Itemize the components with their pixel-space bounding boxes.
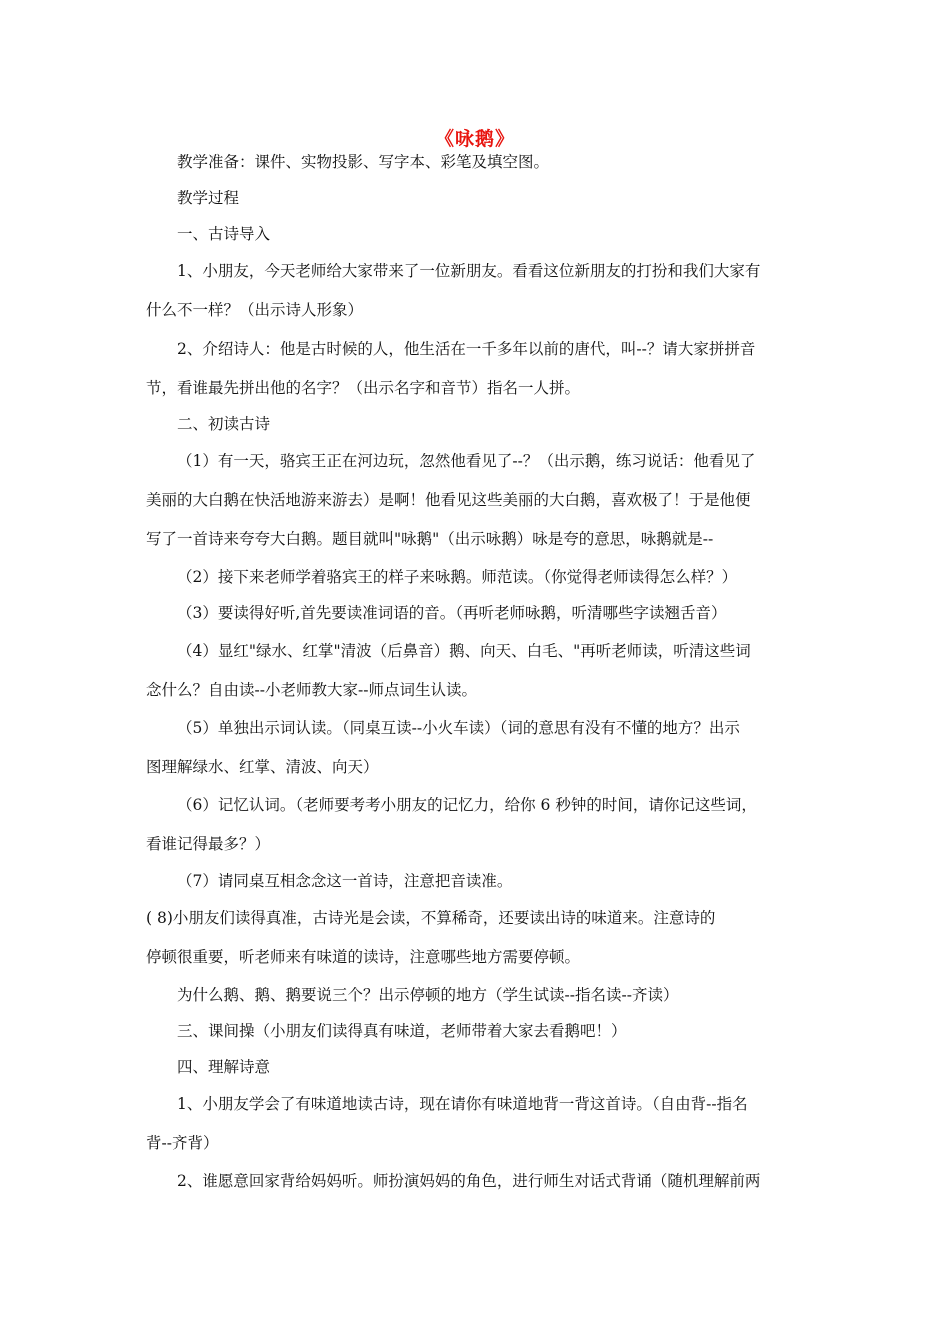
paragraph-line: （3）要读得好听,首先要读准词语的音。（再听老师咏鹅，听清哪些字读翘舌音）	[177, 604, 727, 622]
paragraph-line: 2、谁愿意回家背给妈妈听。师扮演妈妈的角色，进行师生对话式背诵（随机理解前两	[177, 1172, 761, 1190]
paragraph-line: 1、小朋友，今天老师给大家带来了一位新朋友。看看这位新朋友的打扮和我们大家有	[177, 262, 761, 280]
paragraph-line: （6）记忆认词。（老师要考考小朋友的记忆力，给你 6 秒钟的时间，请你记这些词，	[177, 796, 757, 814]
paragraph-line: 四、理解诗意	[177, 1058, 271, 1076]
paragraph-line: （4）显红"绿水、红掌"清波（后鼻音）鹅、向天、白毛、"再听老师读，听清这些词	[177, 642, 751, 660]
paragraph-line: 三、课间操（小朋友们读得真有味道，老师带着大家去看鹅吧！）	[177, 1022, 627, 1040]
document-title: 《咏鹅》	[434, 128, 515, 150]
paragraph-line: 美丽的大白鹅在快活地游来游去）是啊！他看见这些美丽的大白鹅，喜欢极了！于是他便	[146, 491, 751, 509]
paragraph-line: 看谁记得最多？）	[146, 835, 271, 853]
paragraph-line: 节，看谁最先拼出他的名字？（出示名字和音节）指名一人拼。	[146, 379, 581, 397]
paragraph-line: 1、小朋友学会了有味道地读古诗，现在请你有味道地背一背这首诗。（自由背--指名	[177, 1095, 748, 1113]
paragraph-line: 2、介绍诗人：他是古时候的人，他生活在一千多年以前的唐代，叫--？请大家拼拼音	[177, 340, 756, 358]
paragraph-line: 写了一首诗来夸夸大白鹅。题目就叫"咏鹅"（出示咏鹅）咏是夸的意思，咏鹅就是--	[146, 530, 714, 548]
paragraph-line: （1）有一天，骆宾王正在河边玩，忽然他看见了--？（出示鹅，练习说话：他看见了	[177, 452, 756, 470]
paragraph-line: 停顿很重要，听老师来有味道的读诗，注意哪些地方需要停顿。	[146, 948, 581, 966]
paragraph-line: （7）请同桌互相念念这一首诗，注意把音读准。	[177, 872, 513, 890]
paragraph-line: 为什么鹅、鹅、鹅要说三个？出示停顿的地方（学生试读--指名读--齐读）	[177, 986, 679, 1004]
paragraph-line: 一、古诗导入	[177, 225, 271, 243]
paragraph-line: 什么不一样？（出示诗人形象）	[146, 301, 364, 319]
paragraph-line: （2）接下来老师学着骆宾王的样子来咏鹅。师范读。（你觉得老师读得怎么样？）	[177, 568, 738, 586]
paragraph-line: 背--齐背）	[146, 1134, 219, 1152]
paragraph-line: 图理解绿水、红掌、清波、向天）	[146, 758, 379, 776]
paragraph-line: 教学准备：课件、实物投影、写字本、彩笔及填空图。	[177, 153, 550, 171]
paragraph-line: 教学过程	[177, 189, 240, 207]
paragraph-line: 二、初读古诗	[177, 415, 271, 433]
paragraph-line: 念什么？自由读--小老师教大家--师点词生认读。	[146, 681, 477, 699]
paragraph-line: （5）单独出示词认读。（同桌互读--小火车读）（词的意思有没有不懂的地方？出示	[177, 719, 740, 737]
paragraph-line: ( 8)小朋友们读得真准，古诗光是会读，不算稀奇，还要读出诗的味道来。注意诗的	[146, 909, 716, 927]
